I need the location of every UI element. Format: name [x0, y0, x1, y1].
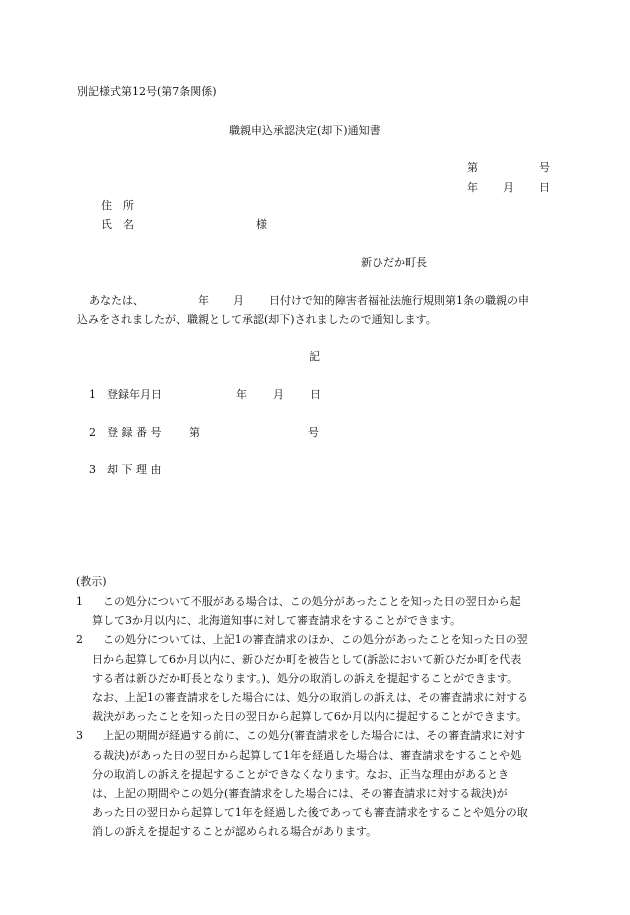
- sender: 新ひだか町長: [361, 256, 427, 269]
- instruction-line: 裁決があったことを知った日の翌日から起算して6か月以内に提起することができます。: [92, 710, 528, 724]
- instructions-section: [76, 572, 556, 842]
- item-2-dai: 第: [189, 426, 200, 439]
- item-2-label: 登 録 番 号: [107, 426, 162, 439]
- honorific: 様: [256, 218, 267, 231]
- body-year: 年: [198, 294, 209, 307]
- form-reference: 別記様式第12号(第7条関係): [77, 85, 217, 98]
- document-title: 職親申込承認決定(却下)通知書: [229, 124, 381, 137]
- doc-date-year: 年: [467, 181, 478, 194]
- instruction-line: る裁決)があった日の翌日から起算して1年を経過した場合は、審査請求をすることや処: [92, 748, 522, 762]
- instructions-heading: (教示): [76, 575, 107, 588]
- item-1-day: 日: [310, 388, 321, 401]
- instruction-line: この処分については、上記1の審査請求のほか、この処分があったことを知った日の翌: [103, 633, 528, 647]
- body-line1-rest: 日付けで知的障害者福祉法施行規則第1条の職親の申: [269, 294, 529, 307]
- instruction-number: 3: [76, 729, 83, 743]
- address-label: 住 所: [101, 199, 134, 212]
- ki-heading: 記: [309, 350, 320, 363]
- instruction-number: 2: [76, 633, 83, 647]
- doc-date-month: 月: [503, 181, 514, 194]
- body-month: 月: [233, 294, 244, 307]
- instruction-item: [76, 726, 556, 841]
- item-1-number: 1: [89, 388, 96, 401]
- body-prefix: あなたは、: [89, 294, 144, 307]
- item-3-label: 却 下 理 由: [107, 463, 162, 476]
- instruction-line: 分の取消しの訴えを提起することができなくなります。なお、正当な理由があるとき: [92, 767, 510, 781]
- instruction-line: 算して3か月以内に、北海道知事に対して審査請求をすることができます。: [92, 614, 462, 628]
- item-3-number: 3: [89, 463, 96, 476]
- item-2-go: 号: [308, 426, 319, 439]
- instruction-line: 日から起算して6か月以内に、新ひだか町を被告として(訴訟において新ひだか町を代表: [92, 652, 522, 666]
- name-label: 氏 名: [101, 218, 134, 231]
- instruction-item: [76, 630, 556, 726]
- instruction-line: は、上記の期間やこの処分(審査請求をした場合には、その審査請求に対する裁決)が: [92, 787, 508, 801]
- instruction-line: 消しの訴えを提起することが認められる場合があります。: [92, 825, 378, 839]
- doc-date-day: 日: [539, 181, 550, 194]
- doc-number-dai: 第: [467, 161, 478, 174]
- instruction-line: この処分について不服がある場合は、この処分があったことを知った日の翌日から起: [103, 595, 521, 608]
- instruction-line: あった日の翌日から起算して1年を経過した後であっても審査請求をすることや処分の取: [92, 806, 528, 820]
- item-1-label: 登録年月日: [107, 388, 162, 401]
- instruction-line: する者は新ひだか町長となります。)、処分の取消しの訴えを提起することができます。: [92, 671, 519, 685]
- instruction-number: 1: [76, 595, 83, 608]
- item-1-month: 月: [273, 388, 284, 401]
- item-1-year: 年: [236, 388, 247, 401]
- instruction-line: 上記の期間が経過する前に、この処分(審査請求をした場合には、その審査請求に対す: [103, 729, 526, 743]
- body-line2: 込みをされましたが、職親として承認(却下)されましたので通知します。: [77, 313, 437, 326]
- instruction-item: [76, 592, 556, 630]
- instruction-line: なお、上記1の審査請求をした場合には、処分の取消しの訴えは、その審査請求に対する: [92, 691, 528, 705]
- doc-number-go: 号: [539, 161, 550, 174]
- item-2-number: 2: [89, 426, 96, 439]
